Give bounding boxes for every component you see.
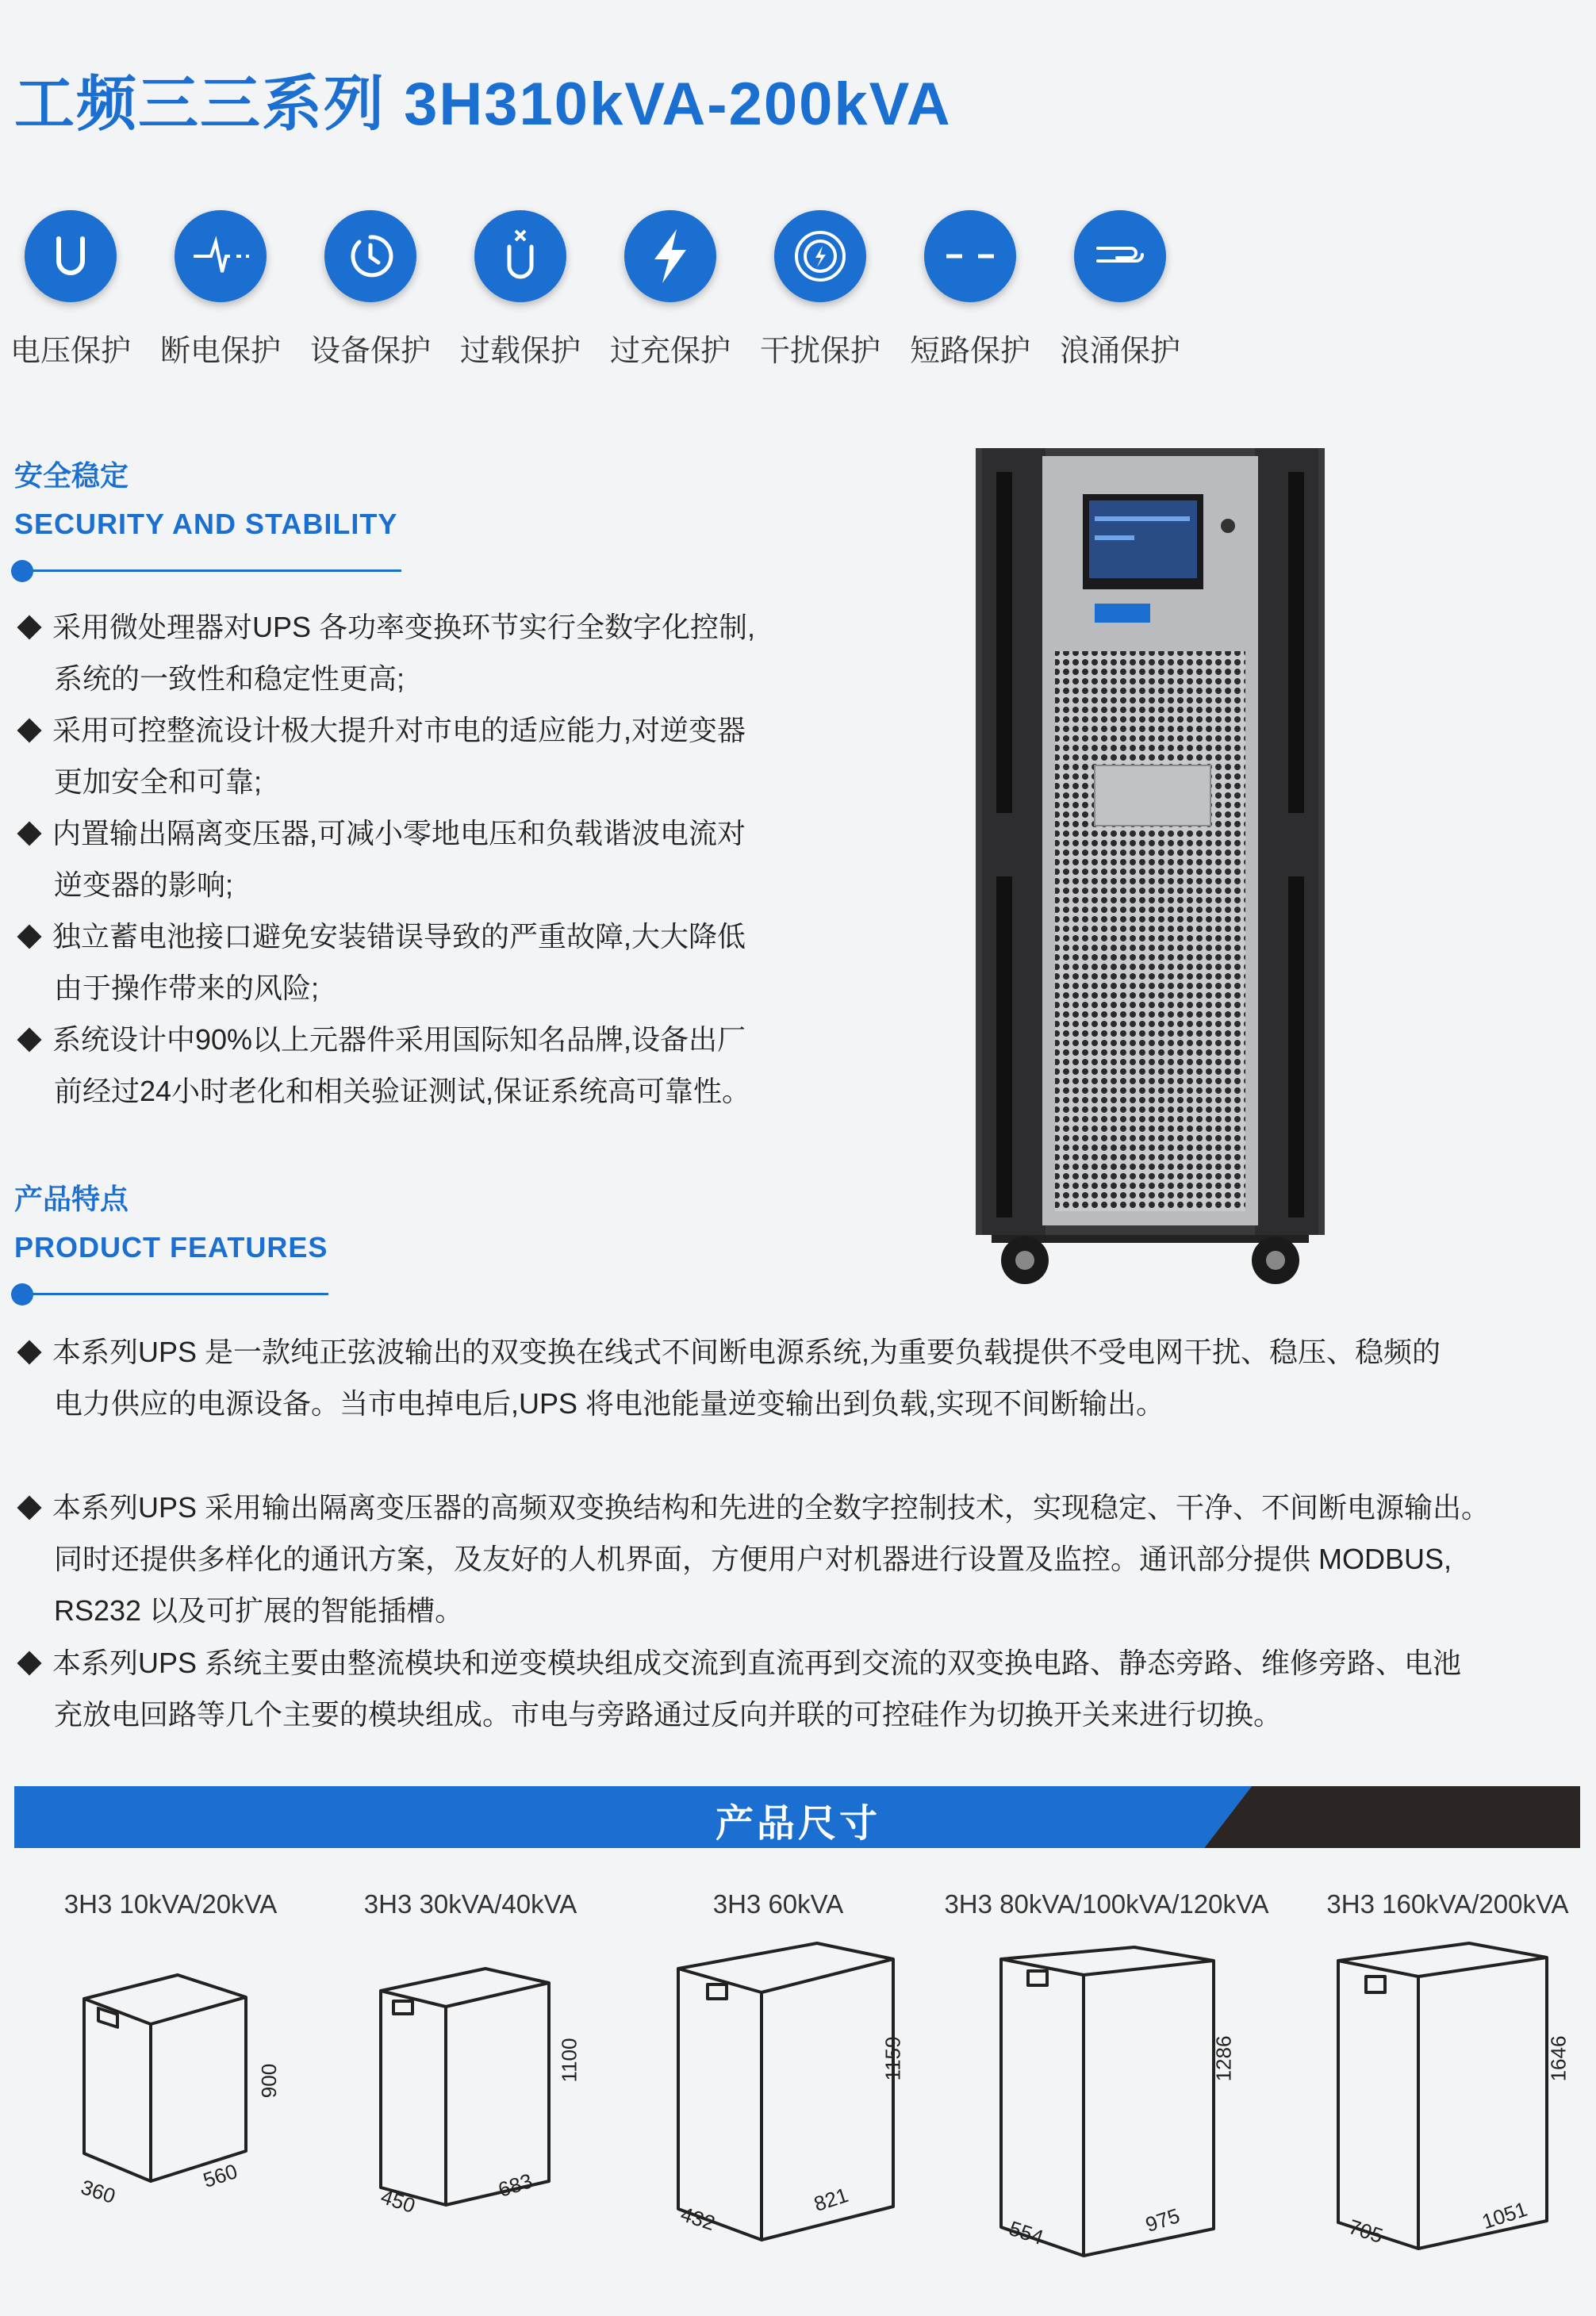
features-bullet	[14, 1482, 1490, 1636]
bullet-text: 内置输出隔离变压器,可减小零地电压和负载谐波电流对	[52, 817, 746, 849]
dimension-height: 900	[257, 2063, 282, 2099]
security-dot	[11, 560, 33, 582]
dimension-depth: 975	[1142, 2203, 1183, 2237]
diamond-bullet-icon	[17, 925, 41, 949]
dimension-height: 1159	[880, 2036, 905, 2081]
diamond-bullet-icon	[17, 719, 41, 743]
protection-power-off	[153, 210, 288, 370]
protection-label: 浪涌保护	[1059, 335, 1180, 368]
protection-overload	[453, 210, 588, 370]
diamond-bullet-icon	[17, 1651, 41, 1676]
dimensions-title: 产品尺寸	[715, 1803, 880, 1845]
bullet-text: 逆变器的影响;	[54, 868, 234, 901]
dimension-width: 554	[1006, 2216, 1047, 2249]
security-title-cn: 安全稳定	[14, 459, 129, 492]
features-title-en: PRODUCT FEATURES	[14, 1231, 328, 1263]
security-bullet	[14, 704, 746, 807]
features-bullet	[14, 1326, 1441, 1429]
protection-device	[303, 210, 438, 370]
bullet-text: 充放电回路等几个主要的模块组成。市电与旁路通过反向并联的可控硅作为切换开关来进行切换。	[54, 1698, 1283, 1731]
security-title-en: SECURITY AND STABILITY	[14, 508, 398, 540]
model-name: 3H3 60kVA	[712, 1889, 844, 1919]
security-bullet	[14, 1014, 750, 1117]
bullet-text: 系统的一致性和稳定性更高;	[54, 662, 405, 695]
dimension-depth: 683	[495, 2168, 535, 2202]
protection-label: 电压保护	[10, 335, 131, 368]
protection-label: 过充保护	[609, 335, 731, 368]
model-name: 3H3 30kVA/40kVA	[363, 1889, 577, 1919]
voltage-icon	[25, 210, 117, 302]
dimension-height: 1286	[1211, 2035, 1236, 2082]
diamond-bullet-icon	[17, 1340, 41, 1365]
diamond-bullet-icon	[17, 1496, 41, 1520]
protection-label: 干扰保护	[759, 335, 880, 368]
protection-label: 设备保护	[309, 335, 431, 368]
dimension-depth: 560	[200, 2159, 240, 2192]
bullet-text: 系统设计中90%以上元器件采用国际知名品牌,设备出厂	[52, 1023, 746, 1056]
model-name: 3H3 160kVA/200kVA	[1326, 1889, 1569, 1919]
bullet-text: 电力供应的电源设备。当市电掉电后,UPS 将电池能量逆变输出到负载,实现不间断输出。	[54, 1387, 1165, 1420]
security-divider	[11, 569, 401, 572]
timer-icon	[324, 210, 416, 302]
lightning-icon	[624, 210, 716, 302]
dimension-drawings	[0, 1927, 1596, 2260]
bullet-text: 本系列UPS 系统主要由整流模块和逆变模块组成交流到直流再到交流的双变换电路、静态旁路、维修旁路、电池	[52, 1647, 1462, 1679]
protection-label: 短路保护	[909, 335, 1030, 368]
protection-voltage	[3, 210, 138, 370]
bullet-text: 前经过24小时老化和相关验证测试,保证系统高可靠性。	[54, 1075, 751, 1107]
dimension-height: 1100	[557, 2038, 581, 2083]
bullet-text: 采用可控整流设计极大提升对市电的适应能力,对逆变器	[52, 714, 746, 746]
bullet-text: 独立蓄电池接口避免安装错误导致的严重故障,大大降低	[52, 920, 746, 953]
surge-icon	[1074, 210, 1166, 302]
diamond-bullet-icon	[17, 615, 41, 640]
protection-short-circuit	[903, 210, 1038, 370]
ups-cabinet-image	[976, 448, 1325, 1289]
dimension-width: 360	[78, 2175, 119, 2208]
bullet-text: 本系列UPS 采用输出隔离变压器的高频双变换结构和先进的全数字控制技术，实现稳定、干净、不间断电源输出。	[52, 1491, 1490, 1524]
features-title-cn: 产品特点	[14, 1183, 129, 1215]
model-name: 3H3 10kVA/20kVA	[63, 1889, 278, 1919]
features-bullet	[14, 1637, 1461, 1740]
security-bullet	[14, 911, 746, 1014]
bullet-text: 更加安全和可靠;	[54, 765, 263, 798]
dimension-depth: 1051	[1479, 2196, 1530, 2234]
short-circuit-icon	[924, 210, 1016, 302]
protection-surge	[1053, 210, 1187, 370]
bullet-text: RS232 以及可扩展的智能插槽。	[54, 1594, 464, 1627]
protection-label: 断电保护	[159, 335, 281, 368]
dimension-depth: 821	[811, 2183, 851, 2216]
protection-overcharge	[603, 210, 738, 370]
bullet-text: 由于操作带来的风险;	[54, 972, 320, 1004]
interference-icon	[774, 210, 866, 302]
features-divider	[11, 1293, 328, 1295]
dimension-width: 450	[378, 2184, 419, 2218]
protection-label: 过载保护	[459, 335, 581, 368]
diamond-bullet-icon	[17, 822, 41, 846]
bullet-text: 同时还提供多样化的通讯方案，及友好的人机界面，方便用户对机器进行设置及监控。通讯部分提供 MODBUS,	[54, 1543, 1452, 1575]
features-dot	[11, 1283, 33, 1306]
dimension-height: 1646	[1546, 2035, 1571, 2082]
power-off-icon	[175, 210, 267, 302]
dimension-width: 705	[1345, 2214, 1387, 2248]
security-bullet	[14, 601, 755, 704]
page-title: 工频三三系列 3H310kVA-200kVA	[14, 71, 952, 138]
security-bullet	[14, 807, 746, 911]
overload-icon	[474, 210, 566, 302]
diamond-bullet-icon	[17, 1028, 41, 1053]
model-name: 3H3 80kVA/100kVA/120kVA	[944, 1889, 1269, 1919]
protection-interference	[753, 210, 888, 370]
dimension-width: 432	[677, 2202, 719, 2235]
bullet-text: 本系列UPS 是一款纯正弦波输出的双变换在线式不间断电源系统,为重要负载提供不受电网干扰、稳压、稳频的	[52, 1336, 1441, 1368]
bullet-text: 采用微处理器对UPS 各功率变换环节实行全数字化控制,	[52, 611, 756, 643]
